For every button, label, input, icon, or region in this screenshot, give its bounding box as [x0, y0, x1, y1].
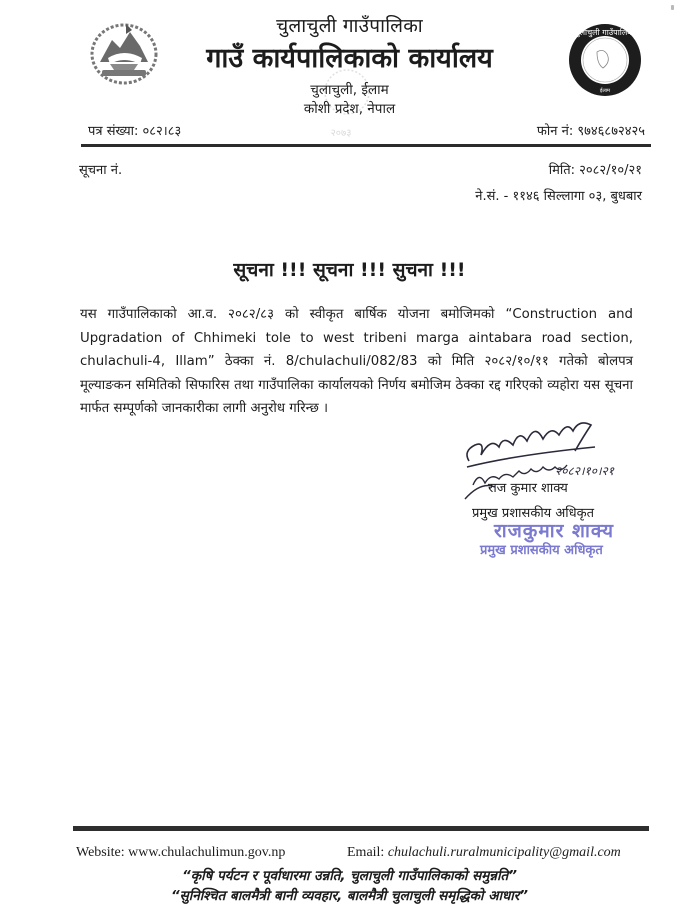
scan-speck — [671, 5, 674, 10]
date-value: २०८२/१०/२१ — [579, 163, 642, 178]
stamp-name: राजकुमार शाक्य — [494, 520, 615, 542]
website-link[interactable]: www.chulachulimun.gov.np — [128, 845, 286, 860]
address-line-2: कोशी प्रदेश, नेपाल — [303, 101, 396, 117]
svg-text:ईलाम: ईलाम — [599, 88, 611, 94]
seal-year: २०७३ — [330, 128, 352, 139]
slogan-2: “सुनिश्चित बालमैत्री बानी व्यवहार, बालमैत्री चुलाचुली समृद्धिको आधार” — [170, 888, 529, 904]
phone-value: ९७४६८७२४२५ — [577, 124, 645, 139]
email-link[interactable]: chulachuli.ruralmunicipality@gmail.com — [387, 845, 621, 860]
website-label: Website: — [76, 845, 125, 860]
notice-body — [80, 303, 633, 421]
footer-divider — [73, 826, 649, 831]
notice-title: सूचना !!! सूचना !!! सुचना !!! — [233, 259, 466, 281]
date-label: मिति: — [548, 163, 576, 178]
email-label: Email: — [347, 845, 385, 860]
date — [549, 160, 642, 178]
stamp-title: प्रमुख प्रशासकीय अधिकृत — [480, 543, 603, 558]
signer-name: राज कुमार शाक्य — [488, 481, 568, 496]
letter-number-value: ०८२।८३ — [142, 124, 182, 139]
website — [76, 845, 285, 861]
nepal-sambat-date: ने.सं. - ११४६ सिल्लागा ०३, बुधबार — [475, 189, 642, 204]
signature-date: २०८२।१०।२१ — [555, 464, 615, 478]
header-divider — [81, 144, 651, 147]
municipality-name: चुलाचुली गाउँपालिका — [276, 15, 423, 37]
phone-number — [537, 121, 645, 139]
letter-number — [88, 121, 181, 139]
phone-label: फोन नं: — [536, 124, 574, 139]
notice-body-paragraph: यस गाउँपालिकाको आ.व. २०८२/८३ को स्वीकृत बार्षिक योजना बमोजिमको “Construction and Upgradation of Chhimeki tole to west tribeni marga aintabara road section, chulachuli-4, Illam” ठेक्का नं. 8/chulachuli/082/83 को मिति २०८२/१०/११ गतेको बोलपत्र मूल्याङकन समितिको सिफारिस तथा गाउँपालिका कार्यालयको निर्णय बमोजिम ठेक्का रद्द गरिएको व्यहोरा यस सूचना मार्फत सम्पूर्णको जानकारीका लागी अनुरोध गरिन्छ । — [80, 307, 633, 416]
office-name: गाउँ कार्यपालिकाको कार्यालय — [206, 43, 493, 74]
slogan-1: “कृषि पर्यटन र पूर्वाधारमा उन्नति, चुलाचुली गाउँपालिकाको समुन्नति” — [182, 868, 517, 884]
signer-title: प्रमुख प्रशासकीय अधिकृत — [472, 506, 595, 521]
address-line-1: चुलाचुली, ईलाम — [310, 82, 389, 98]
email — [347, 845, 621, 861]
svg-text:चुलाचुली गाउँपालिका: चुलाचुली गाउँपालिका — [574, 28, 636, 37]
letter-number-label: पत्र संख्या: — [88, 124, 139, 139]
notice-number-label: सूचना नं. — [79, 163, 123, 178]
